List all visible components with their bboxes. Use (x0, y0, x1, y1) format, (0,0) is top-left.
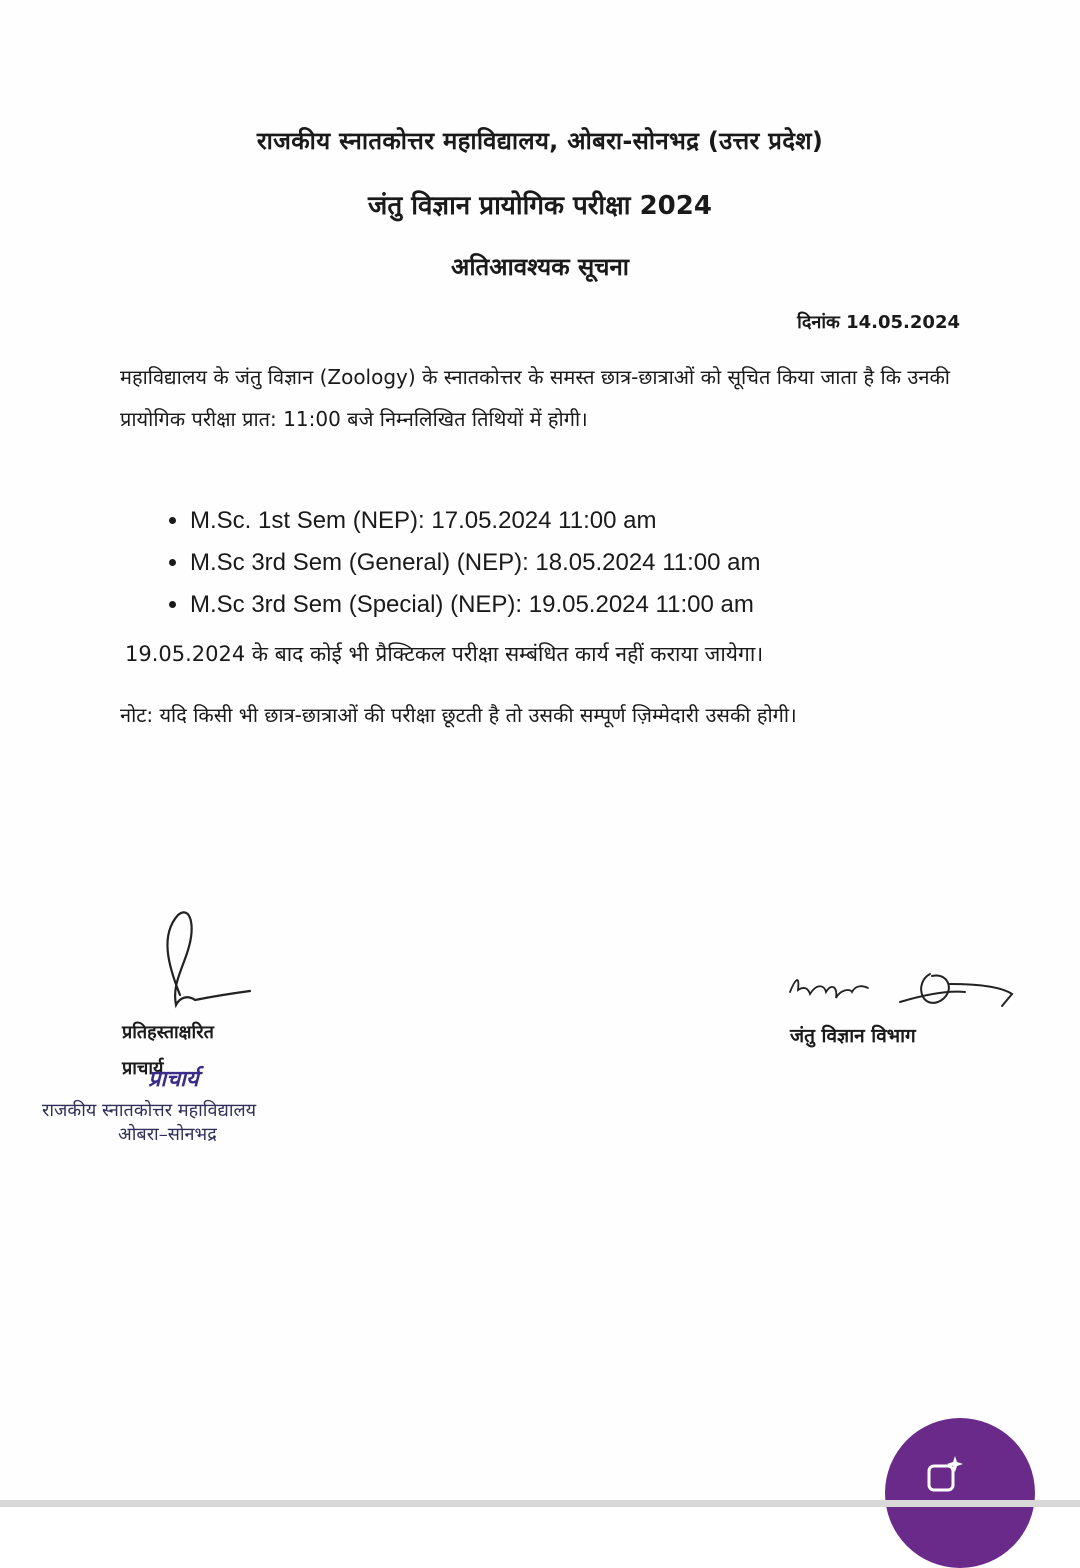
schedule-item: • M.Sc 3rd Sem (General) (NEP): 18.05.2024 11:00 am (190, 542, 970, 584)
intro-paragraph: महाविद्यालय के जंतु विज्ञान (Zoology) के स्नातकोत्तर के समस्त छात्र-छात्राओं को सूचित किया जाता है कि उनकी प्रायोगिक परीक्षा प्रात: 11:00 बजे निम्नलिखित तिथियों में होगी। (120, 365, 950, 431)
exam-title: जंतु विज्ञान प्रायोगिक परीक्षा 2024 (368, 191, 712, 221)
department-label: जंतु विज्ञान विभाग (790, 1025, 916, 1047)
deadline-notice: 19.05.2024 के बाद कोई भी प्रैक्टिकल परीक्षा सम्बंधित कार्य नहीं कराया जायेगा। (125, 642, 764, 666)
stamp-college-line: राजकीय स्नातकोत्तर महाविद्यालय (42, 1100, 257, 1121)
exam-schedule-list (150, 500, 970, 626)
edit-fab-button[interactable] (885, 1418, 1035, 1568)
stamp-location-line: ओबरा–सोनभद्र (118, 1124, 217, 1145)
college-name: राजकीय स्नातकोत्तर महाविद्यालय, ओबरा-सोनभद्र (उत्तर प्रदेश) (256, 127, 824, 155)
department-signature (780, 962, 1020, 1022)
stamp-title: प्राचार्य (148, 1066, 199, 1092)
notice-date: दिनांक 14.05.2024 (797, 312, 960, 333)
schedule-item: • M.Sc. 1st Sem (NEP): 17.05.2024 11:00 am (190, 500, 970, 542)
note-paragraph: नोट: यदि किसी भी छात्र-छात्राओं की परीक्षा छूटती है तो उसकी सम्पूर्ण ज़िम्मेदारी उसकी होगी। (120, 703, 797, 727)
notice-title: अतिआवश्यक सूचना (450, 253, 629, 281)
bottom-bar (0, 1500, 1080, 1507)
countersigned-label: प्रतिहस्ताक्षरित (122, 1022, 214, 1043)
magic-edit-icon (925, 1454, 965, 1494)
schedule-item: • M.Sc 3rd Sem (Special) (NEP): 19.05.2024 11:00 am (190, 584, 970, 626)
principal-label: प्राचार्य (122, 1058, 164, 1079)
principal-signature (150, 905, 270, 1025)
